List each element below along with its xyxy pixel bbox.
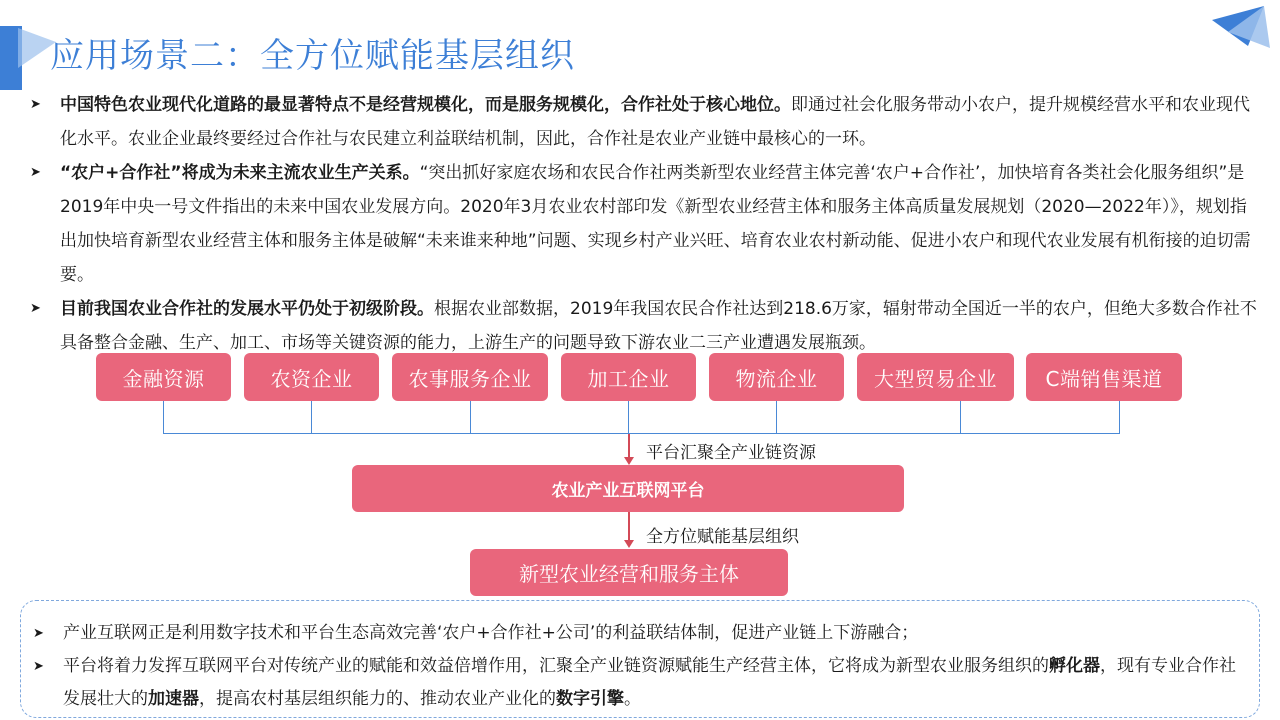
resource-box-finance: 金融资源	[96, 353, 231, 401]
summary-keyword-incubator: 孵化器	[1049, 656, 1100, 676]
flow-arrow-line	[628, 434, 630, 458]
down-arrow-icon	[624, 457, 634, 465]
summary-text: ，提高农村基层组织能力的、推动农业产业化的	[199, 689, 556, 709]
summary-item	[33, 650, 1243, 716]
arrow-bullet-icon: ➤	[33, 659, 44, 674]
page-title: 应用场景二：全方位赋能基层组织	[50, 36, 575, 76]
summary-text: 产业互联网正是利用数字技术和平台生态高效完善‘农户+合作社+公司’的利益联结体制，促进产业链上下游融合；	[63, 623, 919, 643]
bullet-item	[30, 88, 1260, 156]
resource-box-trade: 大型贸易企业	[857, 353, 1014, 401]
summary-text: 平台将着力发挥互联网平台对传统产业的赋能和效益倍增作用，汇聚全产业链资源赋能生产经营主体，它将成为新型农业服务组织的	[63, 656, 1049, 676]
resource-box-farm-services: 农事服务企业	[392, 353, 548, 401]
connector-bracket	[163, 433, 1120, 434]
connector-line	[163, 401, 164, 433]
connector-line	[1119, 401, 1120, 433]
connector-line	[470, 401, 471, 433]
bullet-text: 即通过社会化服务带动小农户，提升规模经营水平和农业现代化水平。农业企业最终要经过合作社与农民建立利益联结机制，因此，合作社是农业产业链中最核心的一环。	[60, 95, 1250, 149]
connector-line	[960, 401, 961, 433]
bullet-item	[30, 156, 1260, 292]
summary-keyword-engine: 数字引擎	[556, 689, 624, 709]
resource-box-logistics: 物流企业	[709, 353, 844, 401]
arrow-bullet-icon: ➤	[30, 97, 41, 112]
arrow-bullet-icon: ➤	[30, 165, 41, 180]
down-arrow-icon	[624, 540, 634, 548]
summary-box	[20, 600, 1260, 718]
connector-line	[776, 401, 777, 433]
connector-line	[628, 401, 629, 433]
bullet-text: “突出抓好家庭农场和农民合作社两类新型农业经营主体完善‘农户+合作社’，加快培育各类社会化服务组织”是2019年中央一号文件指出的未来中国农业发展方向。2020年3月农业农村部印发《新型农业经营主体和服务主体高质量发展规划（2020—2022年）》，规划指出加快培育新型农业经营主体和服务主体是破解“未来谁来种地”问题、实现乡村产业兴旺、培育农业农村新动能、促进小农户和现代农业发展有机衔接的迫切需要。	[60, 163, 1251, 285]
platform-box: 农业产业互联网平台	[352, 465, 904, 512]
arrow-bullet-icon: ➤	[33, 626, 44, 641]
resource-box-sales-channel: C端销售渠道	[1026, 353, 1182, 401]
flow-arrow-line	[628, 512, 630, 541]
bullet-list	[30, 88, 1260, 360]
summary-text: 。	[624, 689, 641, 709]
flow-label-empower: 全方位赋能基层组织	[646, 527, 799, 547]
resource-box-agri-inputs: 农资企业	[244, 353, 379, 401]
summary-item	[33, 617, 1243, 650]
summary-text: ，现有专业合作社发展壮大的	[63, 656, 1236, 709]
bullet-lead: “农户+合作社”将成为未来主流农业生产关系。	[60, 163, 420, 183]
arrow-bullet-icon: ➤	[30, 301, 41, 316]
bullet-item	[30, 292, 1260, 360]
bullet-text: 根据农业部数据，2019年我国农民合作社达到218.6万家，辐射带动全国近一半的农户，但绝大多数合作社不具备整合金融、生产、加工、市场等关键资源的能力，上游生产的问题导致下游农业二三产业遭遇发展瓶颈。	[60, 299, 1257, 353]
connector-line	[311, 401, 312, 433]
bullet-lead: 目前我国农业合作社的发展水平仍处于初级阶段。	[60, 299, 434, 319]
corner-triangle-decoration	[1208, 2, 1274, 52]
summary-keyword-accelerator: 加速器	[148, 689, 199, 709]
bullet-lead: 中国特色农业现代化道路的最显著特点不是经营规模化，而是服务规模化，合作社处于核心地位。	[60, 95, 791, 115]
resource-box-processing: 加工企业	[561, 353, 696, 401]
entity-box: 新型农业经营和服务主体	[470, 549, 788, 596]
flow-label-aggregate: 平台汇聚全产业链资源	[646, 443, 816, 463]
